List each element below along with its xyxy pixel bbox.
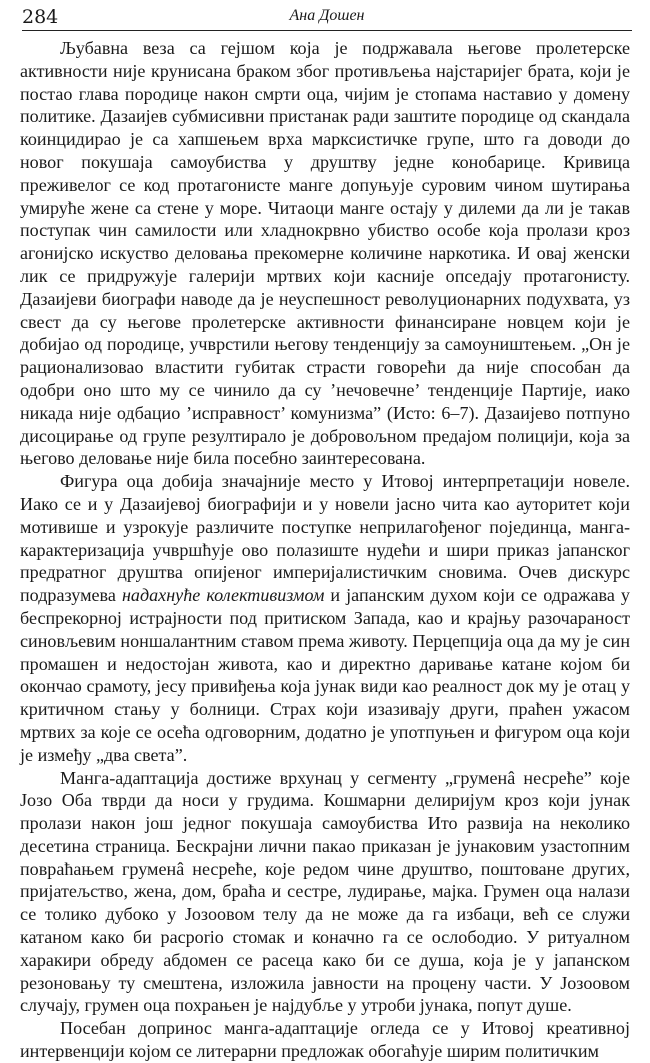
paragraph-text: Фигура оца добија значајније место у Итовој интерпретацији новеле. Иако се и у Дазаијевој биографији и у новели јасно чита као ауторитет који мотивише и узрокује различите поступке неприлагођеног појединца, манга-карактеризација учвршћује ово полазиште нудећи и шири приказ јапанског предратног друштва опијеног империјалистичким сновима. Очев дискурс подразумева (20, 471, 630, 606)
paragraph-text: и јапанским духом који се одражава у беспрекорној истрајности под притиском Запада, као и крајњу разочараност синовљевим ноншалантним ставом према животу. Перцепција оца да му је син промашен и недостојан живота, као и директно даривање катане којом би окончао срамоту, јесу привиђења која јунак види као реалност док му је отац у критичном стању у болници. Страх који изазивају други, праћен ужасом мртвих за које се осећа одговорним, додатно је употпуњен и фигуром оца који је између „два света”. (20, 585, 630, 765)
paragraph (20, 470, 630, 766)
page-number: 284 (22, 6, 59, 28)
page-header (22, 4, 632, 31)
running-head: Ана Дошен (289, 7, 365, 24)
body-text (20, 37, 630, 1063)
paragraph: Љубавна веза са гејшом која је подржавала његове пролетерске активности није крунисана браком због противљења најстаријег брата, који је постао глава породице након смрти оца, чијим је стопама наставио у домену политике. Дазаијев субмисивни пристанак ради заштите породице од скандала коинцидирао је са хапшењем врха марксистичке групе, што га доводи до новог покушаја самоубиства у друштву једне конобарице. Кривица преживелог се код протагонисте манге допуњује суровим чином шутирања умируће жене са стене у море. Читаоци манге остају у дилеми да ли је такав поступак чин самилости или хладнокрвно убиство особе која пролази кроз агонијско искуство деловања прекомерне количине наркотика. И овај женски лик се придружује галерији мртвих који касније опседају протагонисту. Дазаијеви биографи наводе да је неуспешност револуционарних подухвата, уз свест да су његове пролетерске активности финансиране новцем који је добијао од породице, учврстили његову тенденцију за самоуништењем. „Он је рационализовао властити губитак страсти говорећи да није способан да одобри оно што му се чинило да су ’нечовечне’ тенденције Партије, иако никада није одбацио ’исправност’ комунизма” (Исто: 6–7). Дазаијево потпуно дисоцирање од групе резултирало је добровољном предајом полицији, која за његово деловање није била посебно заинтересована. (20, 38, 630, 469)
paragraph: Посебан допринос манга-адаптације огледа се у Итовој креативној интервенцији којом се литерарни предложак обогаћује ширим политичким (20, 1018, 630, 1062)
italic-emphasis: надахнуће колективизмом (121, 585, 325, 606)
paragraph: Манга-адаптација достиже врхунац у сегменту „груменâ несреће” које Јозо Оба тврди да носи у грудима. Кошмарни делиријум кроз који јунак пролази након још једног покушаја самоубиства Ито развија на неколико десетина страница. Бескрајни лични пакао приказан је јунаковим узастопним повраћањем груменâ несреће, које редом чине друштво, поштоване других, пријатељство, жена, дом, браћа и сестре, лудирање, мајка. Грумен оца налази се толико дубоко у Јозоовом телу да не може да га избаци, већ се служи катаном како би расporio стомак и коначно га се ослободио. У ритуалном харакири обреду абдомен се расеца како би се душа, која је у јапанском резоновању ту смештена, изложила јавности на процену части. У Јозоовом случају, грумен оца похрањен је најдубље у утроби јунака, попут душе. (20, 767, 630, 1016)
